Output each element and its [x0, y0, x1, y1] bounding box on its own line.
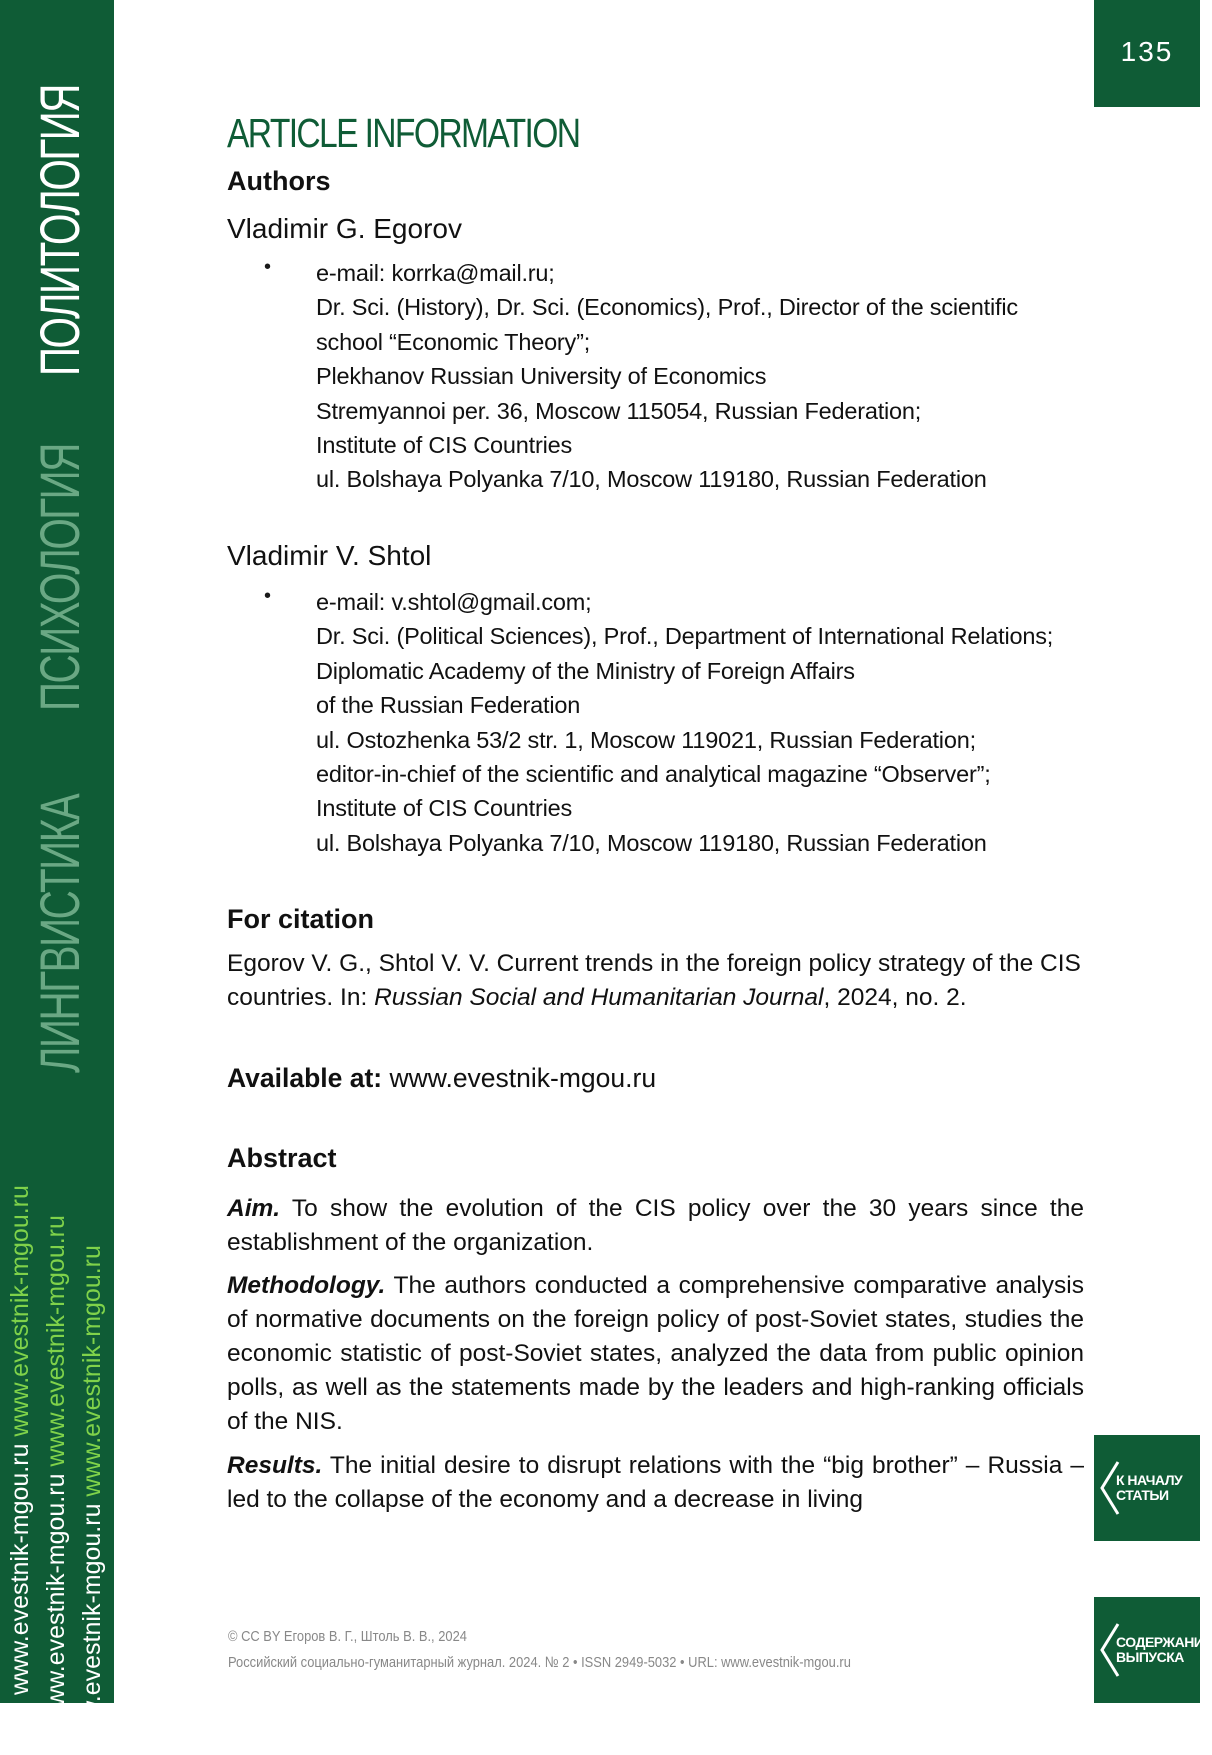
site-url-line[interactable] — [42, 1215, 70, 1725]
site-url-white: www.evestnik-mgou.ru — [6, 1436, 34, 1695]
bullet: • — [264, 256, 272, 278]
affiliation-line: ul. Bolshaya Polyanka 7/10, Moscow 119180, Russian Federation — [316, 829, 987, 856]
author-name: Vladimir V. Shtol — [227, 540, 432, 571]
label-line: СОДЕРЖАНИЕ — [1116, 1634, 1212, 1650]
abstract-results — [227, 1449, 1084, 1517]
authors-heading: Authors — [227, 166, 331, 196]
citation-issue: , 2024, no. 2. — [823, 984, 967, 1011]
to-article-start-label — [1116, 1473, 1198, 1503]
affiliation-line: ul. Ostozhenka 53/2 str. 1, Moscow 119021, Russian Federation; — [316, 726, 976, 753]
affiliation-lines — [316, 256, 1018, 497]
site-url-white: www.evestnik-mgou.ru — [42, 1466, 70, 1725]
site-url-line[interactable] — [78, 1245, 106, 1755]
rubric-linguistics[interactable]: ЛИНГВИСТИКА — [28, 794, 91, 1073]
available-url[interactable]: www.evestnik-mgou.ru — [382, 1063, 657, 1093]
affiliation-line: Dr. Sci. (History), Dr. Sci. (Economics), Prof., Director of the scientific — [316, 294, 1018, 321]
label-line: СТАТЬИ — [1116, 1487, 1169, 1503]
abstract-methodology — [227, 1269, 1084, 1439]
to-article-start-button[interactable] — [1094, 1435, 1200, 1541]
site-url-line[interactable] — [6, 1185, 34, 1695]
bullet: • — [264, 585, 272, 607]
abstract-heading: Abstract — [227, 1143, 337, 1173]
issue-contents-button[interactable] — [1094, 1597, 1212, 1703]
copyright-line: © CC BY Егоров В. Г., Штоль В. В., 2024 — [228, 1628, 467, 1645]
site-url-green: www.evestnik-mgou.ru — [42, 1215, 70, 1467]
citation-authors: Egorov V. G., Shtol V. V. Current trends in the foreign policy strategy of the CIS countries. In: — [227, 950, 1081, 1011]
methodology-label: Methodology. — [227, 1272, 386, 1299]
available-label: Available at: — [227, 1063, 383, 1093]
label-line: К НАЧАЛУ — [1116, 1472, 1183, 1488]
aim-text: To show the evolution of the CIS policy over the 30 years since the establishment of the organization. — [227, 1195, 1084, 1256]
rubric-strip — [0, 0, 114, 1755]
page-number: 135 — [1094, 0, 1200, 107]
available-at — [227, 1061, 1084, 1095]
rubric-psychology[interactable]: ПСИХОЛОГИЯ — [28, 444, 91, 711]
affiliation-line: Stremyannoi per. 36, Moscow 115054, Russian Federation; — [316, 397, 922, 424]
site-url-white: www.evestnik-mgou.ru — [78, 1496, 106, 1755]
email-line[interactable]: e-mail: v.shtol@gmail.com; — [316, 589, 592, 615]
affiliation-line: Institute of CIS Countries — [316, 795, 573, 822]
rubric-politology[interactable]: ПОЛИТОЛОГИЯ — [28, 85, 91, 376]
affiliation-line: editor-in-chief of the scientific and analytical magazine “Observer”; — [316, 760, 991, 787]
issue-contents-label — [1116, 1634, 1212, 1665]
citation-text — [227, 947, 1084, 1015]
affiliation-line: Institute of CIS Countries — [316, 431, 573, 458]
affiliation-lines — [316, 585, 1053, 860]
affiliation-line: of the Russian Federation — [316, 692, 581, 719]
site-url-green: www.evestnik-mgou.ru — [6, 1185, 34, 1437]
abstract-aim — [227, 1192, 1084, 1260]
journal-info-line: Российский социально-гуманитарный журнал. 2024. № 2 • ISSN 2949-5032 • URL: www.evestnik-mgou.ru — [228, 1654, 851, 1671]
sidebar — [0, 0, 114, 1755]
section-title: ARTICLE INFORMATION — [227, 110, 580, 156]
affiliation-line: school “Economic Theory”; — [316, 328, 591, 355]
citation-journal: Russian Social and Humanitarian Journal — [374, 984, 824, 1011]
label-line: ВЫПУСКА — [1116, 1649, 1184, 1665]
results-label: Results. — [227, 1452, 323, 1479]
affiliation-line: Dr. Sci. (Political Sciences), Prof., Department of International Relations; — [316, 623, 1054, 650]
email-line[interactable]: e-mail: korrka@mail.ru; — [316, 260, 555, 286]
site-url-green: www.evestnik-mgou.ru — [78, 1245, 106, 1497]
affiliation-line: ul. Bolshaya Polyanka 7/10, Moscow 119180, Russian Federation — [316, 466, 987, 493]
results-text: The initial desire to disrupt relations with the “big brother” – Russia – led to the collapse of the economy and a decrease in living — [227, 1452, 1084, 1513]
footer — [228, 1624, 952, 1676]
aim-label: Aim. — [227, 1195, 281, 1222]
author-name: Vladimir G. Egorov — [227, 213, 462, 244]
affiliation-line: Diplomatic Academy of the Ministry of Foreign Affairs — [316, 657, 855, 684]
methodology-text: The authors conducted a comprehensive comparative analysis of normative documents on the foreign policy of post-Soviet states, studies the economic statistic of post-Soviet states, analyzed the data from public opinion polls, as well as the statements made by the leaders and high-ranking officials of the NIS. — [227, 1272, 1084, 1435]
citation-heading: For citation — [227, 904, 374, 934]
affiliation-line: Plekhanov Russian University of Economics — [316, 363, 767, 390]
